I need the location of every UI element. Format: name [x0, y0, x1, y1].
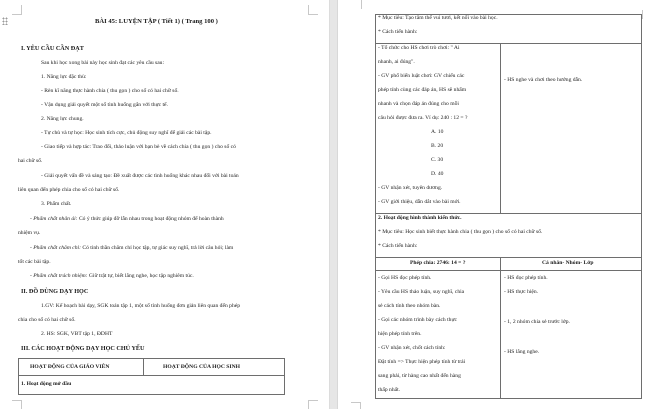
column-divider: [500, 257, 501, 399]
materials-teacher: 1.GV: Kế hoạch bài dạy, SGK toán tập 1, một số tình huống đơn giản liên quan đến phép: [41, 303, 241, 309]
teacher-step-2-cont: sẻ cách tính theo nhóm bàn.: [378, 303, 441, 309]
general-competence-2: - Giao tiếp và hợp tác: Trao đổi, thảo luận với bạn bè về cách chia ( thu gọn ) cho số có: [41, 144, 236, 150]
quality-compassion-cont: nhiệm vụ.: [18, 230, 41, 236]
quality-diligence: [30, 245, 233, 252]
quality-responsibility: [30, 273, 194, 280]
drag-handle-icon[interactable]: [2, 17, 8, 25]
quality-compassion: [30, 216, 224, 223]
general-competence-2-cont: hai chữ số.: [18, 158, 43, 164]
quality-responsibility-text: Giữ trật tự, biết lắng nghe, học tập nghiêm túc.: [87, 273, 194, 279]
student-step-4: - HS lắng nghe.: [504, 349, 540, 355]
intro-text: Sau khi học xong bài này học sinh đạt các yêu cầu sau:: [41, 60, 165, 66]
section-heading-requirements: I. YÊU CẦU CẦN ĐẠT: [21, 45, 84, 52]
quality-diligence-text: Có tinh thần chăm chỉ học tập, tự giác suy nghĩ, trả lời câu hỏi; làm: [80, 245, 234, 251]
specific-competence-label: 1. Năng lực đặc thù:: [41, 74, 87, 80]
teacher-game-line-6: câu hỏi được đưa ra. Ví dụ: 240 : 12 = ?: [378, 115, 468, 121]
page-title: BÀI 45: LUYỆN TẬP ( Tiết 1) ( Trang 100 ): [95, 18, 218, 25]
section-heading-materials: II. ĐỒ DÙNG DẠY HỌC: [21, 288, 89, 295]
row-divider: [375, 257, 642, 258]
sub-header-division: Phép chia: 2746: 14 = ?: [410, 260, 466, 266]
teacher-game-line-4: phép tính cùng các đáp án, HS sẽ nhẩm: [378, 87, 467, 93]
answer-c: C. 30: [431, 157, 444, 163]
row-divider: [375, 213, 642, 214]
quality-compassion-label: - Phẩm chất nhân ái:: [30, 216, 78, 222]
student-step-3: - 1, 2 nhóm chia sẻ trước lớp.: [504, 319, 570, 325]
row-opening-activity: 1. Hoạt động mở đầu: [21, 381, 72, 387]
teacher-game-feedback: - GV nhận xét, tuyên dương.: [378, 185, 443, 191]
teacher-step-2: - Yêu cầu HS thảo luận, suy nghĩ, chia: [378, 289, 465, 295]
teacher-step-4: - GV nhận xét, chốt cách tính:: [378, 345, 446, 351]
student-step-1: - HS đọc phép tính.: [504, 275, 548, 281]
student-step-2: - HS thực hiện.: [504, 289, 539, 295]
general-competence-label: 2. Năng lực chung.: [41, 116, 84, 122]
general-competence-3: - Giải quyết vấn đề và sáng tạo: Đề xuất được các tình huống khác nhau đối với bài toán: [41, 173, 239, 179]
quality-responsibility-label: - Phẩm chất trách nhiệm:: [30, 273, 88, 279]
teacher-game-intro: - GV giới thiệu, dẫn dắt vào bài mới.: [378, 199, 461, 205]
activity-2-heading: 2. Hoạt động hình thành kiến thức.: [378, 215, 462, 221]
specific-competence-1: - Rèn kĩ năng thực hành chia ( thu gọn ) cho số có hai chữ số.: [41, 88, 179, 94]
crop-mark-bottom-right: [308, 400, 318, 409]
crop-mark-top-left: [352, 0, 362, 9]
page-gutter: [329, 0, 338, 409]
sub-header-grouping: Cá nhân- Nhóm- Lớp: [542, 260, 594, 266]
crop-mark-top-left: [12, 5, 22, 15]
student-game: - HS nghe và chơi theo hướng dẫn.: [504, 77, 583, 83]
answer-d: D. 40: [431, 171, 444, 177]
teacher-step-3-cont: hiện phép tính trên.: [378, 331, 422, 337]
section-heading-activities: III. CÁC HOẠT ĐỘNG DẠY HỌC CHỦ YẾU: [21, 345, 145, 352]
quality-diligence-cont: tốt các bài tập.: [18, 259, 51, 265]
general-competence-1: - Tự chủ và tự học: Học sinh tích cực, chủ động suy nghĩ để giải các bài tập.: [41, 130, 212, 136]
crop-mark-bottom-left: [12, 400, 22, 409]
teacher-game-line-3: - GV phổ biến luật chơi: GV chiếu các: [378, 73, 465, 79]
general-competence-3-cont: liên quan đến phép chia cho số có hai chữ số.: [18, 187, 120, 193]
teacher-step-5-cont: sang phải, từ hàng cao nhất đến hàng: [378, 373, 461, 379]
quality-compassion-text: Có ý thức giúp đỡ lẫn nhau trong hoạt động nhóm để hoàn thành: [77, 216, 224, 222]
teacher-game-line-5: nhanh và chọn đáp án đúng cho mỗi: [378, 101, 459, 107]
materials-student: 2. HS: SGK, VBT tập 1, ĐDHT: [41, 331, 113, 337]
column-divider: [500, 43, 501, 199]
objective-2: * Mục tiêu: Học sinh biết thực hành chia ( thu gọn ) cho số có hai chữ số.: [378, 229, 543, 235]
teacher-game-line-1: - Tổ chức cho HS chơi trò chơi: " Ai: [378, 45, 460, 51]
column-header-teacher: HOẠT ĐỘNG CỦA GIÁO VIÊN: [30, 364, 110, 370]
quality-diligence-label: - Phẩm chất chăm chỉ:: [30, 245, 81, 251]
procedure-1: * Cách tiến hành:: [378, 29, 418, 35]
teacher-step-5: Đặt tính => Thực hiện phép tính từ trái: [378, 359, 466, 365]
crop-mark-bottom-left: [351, 402, 361, 409]
column-header-student: HOẠT ĐỘNG CỦA HỌC SINH: [163, 364, 240, 370]
specific-competence-2: - Vận dụng giải quyết một số tình huống gắn với thực tế.: [41, 102, 168, 108]
activities-table: [375, 14, 642, 399]
row-divider: [375, 43, 642, 44]
crop-mark-top-right: [308, 5, 318, 15]
answer-a: A. 10: [431, 129, 444, 135]
qualities-label: 3. Phẩm chất.: [41, 201, 72, 207]
document-page-right: [338, 0, 650, 409]
teacher-step-5-end: thấp nhất.: [378, 387, 401, 393]
table-column-divider: [143, 358, 144, 376]
procedure-2: * Cách tiến hành:: [378, 243, 418, 249]
answer-b: B. 20: [431, 143, 444, 149]
teacher-step-1: - Gọi HS đọc phép tính.: [378, 275, 432, 281]
row-divider: [375, 270, 642, 271]
materials-teacher-cont: chia cho số có hai chữ số.: [18, 317, 76, 323]
teacher-game-line-2: nhanh, ai đúng".: [378, 59, 415, 65]
crop-mark-top-right: [642, 10, 650, 19]
column-divider: [500, 195, 501, 213]
table-row-divider: [18, 375, 285, 376]
teacher-step-3: - Gọi các nhóm trình bày cách thực: [378, 317, 457, 323]
objective-1: * Mục tiêu: Tạo tâm thế vui tươi, kết nối vào bài học.: [378, 15, 498, 21]
